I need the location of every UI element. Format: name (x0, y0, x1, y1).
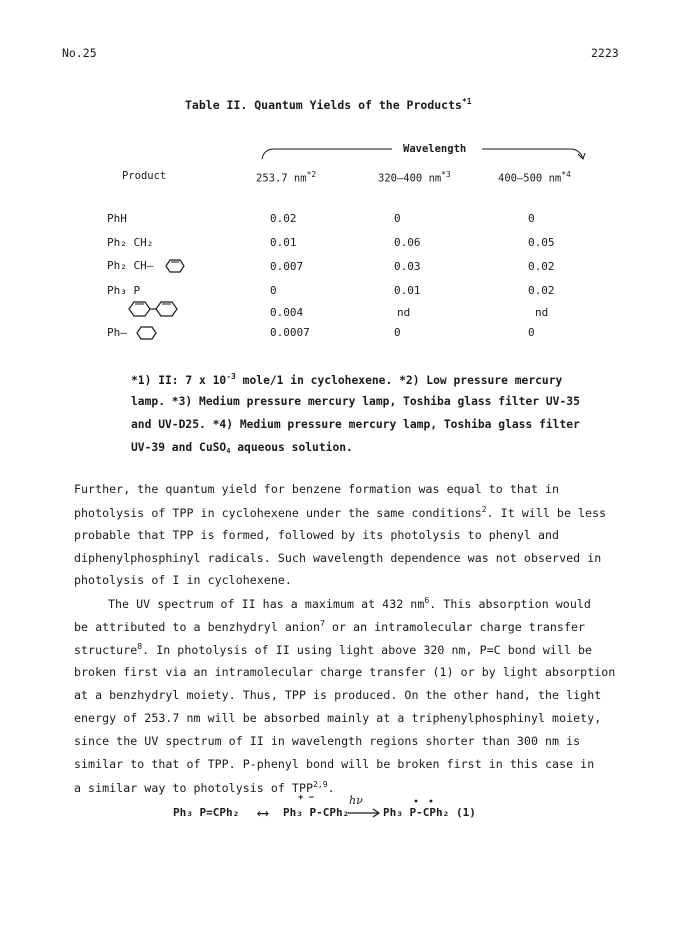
table-row-product: Ph— (107, 325, 160, 341)
body-text-line: energy of 253.7 nm will be absorbed mainly at a triphenylphosphinyl moiety, (74, 711, 602, 725)
table-row-product: Ph₃ P (107, 284, 141, 297)
col-header-320-400: 320—400 $nm^{*3}$ (378, 170, 451, 185)
footnote-line: lamp. *3) Medium pressure mercury lamp, Toshiba glass filter UV-35 (131, 395, 580, 408)
col-header-product: Product (122, 170, 167, 182)
body-text-line: a similar way to photolysis of TPP$^{2,9}$. (74, 780, 335, 795)
equation-charges: + − (298, 793, 315, 803)
table-cell: nd (535, 306, 549, 319)
body-text-line: probable that TPP is formed, followed by its photolysis to phenyl and (74, 528, 560, 542)
cyclohexenyl-ring-icon (160, 258, 186, 274)
wavelength-label: Wavelength (403, 143, 467, 155)
body-text-line: at a benzhydryl moiety. Thus, TPP is produced. On the other hand, the light (74, 688, 602, 702)
body-text-line: Further, the quantum yield for benzene formation was equal to that in (74, 482, 560, 496)
table-cell: 0.01 (394, 284, 421, 297)
body-text-line: photolysis of TPP in cyclohexene under the same conditions$^2$. It will be less (74, 505, 607, 520)
table-title-note: *1 (461, 97, 472, 106)
journal-issue: No.25 (62, 46, 97, 60)
body-text-line: similar to that of TPP. P-phenyl bond will be broken first in this case in (74, 757, 595, 771)
equation-hv: hν (349, 794, 363, 807)
footnote-line: UV-39 and CuSO$_4$ aqueous solution. (131, 441, 353, 455)
body-text-line: structure$^8$. In photolysis of II using light above 320 nm, P=C bond will be (74, 642, 593, 657)
double-arrow-icon: ⟷ (258, 803, 268, 822)
cyclohexyl-ring-icon (134, 325, 160, 341)
table-cell: 0 (528, 212, 535, 225)
table-cell: 0.02 (270, 212, 297, 225)
footnote-line: *1) II: 7 x $10^{-3}$ mole/1 in cyclohexene. *2) Low pressure mercury (131, 372, 563, 387)
table-cell: 0.007 (270, 260, 304, 273)
table-cell: 0.05 (528, 236, 555, 249)
table-row-product: PhH (107, 212, 127, 225)
body-text-line: since the UV spectrum of II in wavelength regions shorter than 300 nm is (74, 734, 581, 748)
table-cell: 0.02 (528, 260, 555, 273)
col-header-253: 253.7 $nm^{*2}$ (256, 170, 317, 185)
body-text-line: photolysis of I in cyclohexene. (74, 573, 292, 587)
table-cell: 0 (270, 284, 277, 297)
table-cell: 0 (528, 326, 535, 339)
table-cell: nd (397, 306, 411, 319)
table-cell: 0.06 (394, 236, 421, 249)
table-cell: 0.004 (270, 306, 304, 319)
table-row-product: Ph₂ CH— (107, 258, 186, 274)
equation-left: Ph₃ P=CPh₂ (173, 806, 240, 819)
radical-dots-icon (404, 797, 444, 805)
col-header-400-500: 400—500 $nm^{*4}$ (498, 170, 571, 185)
table-cell: 0.0007 (270, 326, 310, 339)
footnote-line: and UV-D25. *4) Medium pressure mercury lamp, Toshiba glass filter (131, 418, 580, 431)
table-cell: 0 (394, 326, 401, 339)
equation-middle: Ph₃ P-CPh₂ (283, 806, 350, 819)
equation-number: (1) (456, 806, 476, 819)
table-cell: 0.03 (394, 260, 421, 273)
table-title: Table II. Quantum Yields of the Products$^{*1}$ (185, 97, 472, 112)
page-number: 2223 (591, 46, 619, 60)
table-cell: 0.01 (270, 236, 297, 249)
reaction-arrow-icon (347, 808, 381, 818)
table-row-product: Ph₂ CH₂ (107, 236, 154, 249)
body-text-line: broken first via an intramolecular charge transfer (1) or by light absorption (74, 665, 616, 679)
body-text-line: diphenylphosphinyl radicals. Such wavelength dependence was not observed in (74, 551, 602, 565)
body-text-line: The UV spectrum of II has a maximum at 432 $nm^6$. This absorption would (108, 596, 591, 611)
table-cell: 0.02 (528, 284, 555, 297)
table-cell: 0 (394, 212, 401, 225)
equation-right: Ph₃ P-CPh₂ (383, 806, 450, 819)
body-text-line: be attributed to a benzhydryl anion$^7$ or an intramolecular charge transfer (74, 619, 586, 634)
bicyclohexenyl-icon (127, 300, 181, 318)
